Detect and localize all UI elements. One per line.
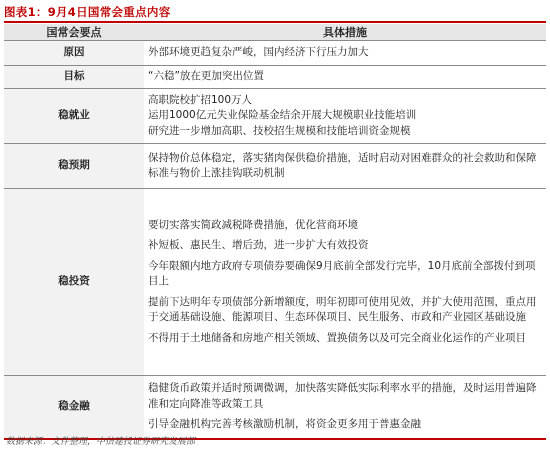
- row-measures: [144, 89, 546, 144]
- header-measures: 具体措施: [144, 24, 546, 41]
- table-title: 图表1：9月4日国常会重点内容: [4, 5, 171, 19]
- measure-item: 研究进一步增加高职、技校招生规模和技能培训资金规模: [148, 124, 411, 137]
- table-row-reason: [4, 41, 546, 66]
- measure-item: 要切实落实简政减税降费措施，优化营商环境: [148, 218, 358, 231]
- row-measures: [144, 189, 546, 376]
- table-row-goal: [4, 66, 546, 89]
- measure-item: 保持物价总体稳定，落实猪肉保供稳价措施，适时启动对困难群众的社会救助和保障标准与物价上涨挂钩联动机制: [148, 151, 537, 179]
- row-category: 稳投资: [4, 189, 144, 376]
- measure-item: “六稳”放在更加突出位置: [148, 70, 264, 83]
- row-measures: [144, 376, 546, 440]
- measure-item: 外部环境更趋复杂严峻，国内经济下行压力加大: [148, 46, 369, 59]
- title-rule: [4, 21, 546, 23]
- measure-item: 高职院校扩招100万人: [148, 93, 253, 106]
- policy-table: [4, 24, 546, 440]
- measure-item: 提前下达明年专项债部分新增额度，明年初即可使用见效，并扩大使用范围，重点用于交通基础设施、能源项目、生态环保项目、民生服务、市政和产业园区基础设施: [148, 295, 537, 324]
- table-row-investment: [4, 189, 546, 376]
- row-measures: [144, 66, 546, 89]
- row-category: 稳预期: [4, 144, 144, 189]
- table-row-finance: [4, 376, 546, 440]
- measure-item: 稳健货币政策并适时预调微调，加快落实降低实际利率水平的措施，及时运用普遍降准和定向降准等政策工具: [148, 382, 537, 410]
- row-measures: [144, 41, 546, 66]
- header-category: 国常会要点: [4, 24, 144, 41]
- row-category: 稳金融: [4, 376, 144, 440]
- measure-item: 运用1000亿元失业保险基金结余开展大规模职业技能培训: [148, 109, 417, 122]
- row-category: 稳就业: [4, 89, 144, 144]
- table-row-expectations: [4, 144, 546, 189]
- measure-item: 不得用于土地储备和房地产相关领域、置换债务以及可完全商业化运作的产业项目: [148, 331, 526, 344]
- measure-item: 引导金融机构完善考核激励机制，将资金更多用于普惠金融: [148, 418, 421, 431]
- source-note: 数据来源：文件整理，中信建投证券研究发展部: [6, 437, 196, 447]
- row-category: 原因: [4, 41, 144, 66]
- row-measures: [144, 144, 546, 189]
- table-row-employment: [4, 89, 546, 144]
- header-row: [4, 24, 546, 41]
- measure-item: 补短板、惠民生、增后劲，进一步扩大有效投资: [148, 239, 369, 252]
- measure-item: 今年限额内地方政府专项债券要确保9月底前全部发行完毕，10月底前全部拨付到项目上: [148, 259, 536, 288]
- row-category: 目标: [4, 66, 144, 89]
